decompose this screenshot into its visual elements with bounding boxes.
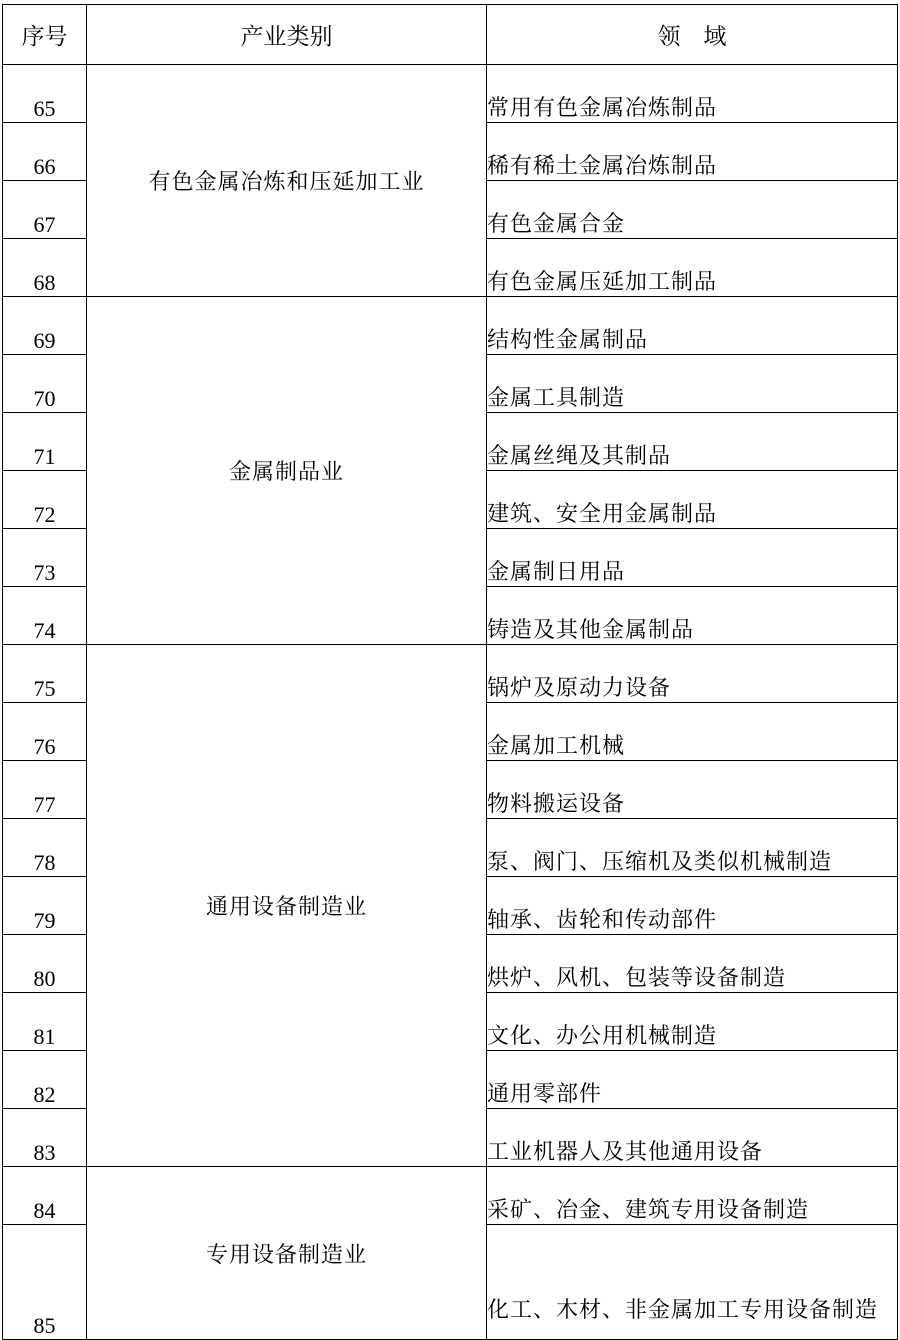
serial-number-cell: 77 <box>3 761 87 819</box>
domain-cell: 金属制日用品 <box>487 529 898 587</box>
serial-number-cell: 73 <box>3 529 87 587</box>
serial-number-cell: 80 <box>3 935 87 993</box>
serial-number-cell: 83 <box>3 1109 87 1167</box>
serial-number-cell: 68 <box>3 239 87 297</box>
header-serial-number: 序号 <box>3 5 87 65</box>
domain-cell: 有色金属合金 <box>487 181 898 239</box>
header-industry-category: 产业类别 <box>87 5 487 65</box>
table-row <box>3 297 898 355</box>
serial-number-cell: 74 <box>3 587 87 645</box>
serial-number-cell: 71 <box>3 413 87 471</box>
table-row <box>3 65 898 123</box>
serial-number-cell: 81 <box>3 993 87 1051</box>
serial-number-cell: 84 <box>3 1167 87 1225</box>
domain-cell: 常用有色金属冶炼制品 <box>487 65 898 123</box>
serial-number-cell: 75 <box>3 645 87 703</box>
domain-cell: 金属丝绳及其制品 <box>487 413 898 471</box>
domain-cell: 金属加工机械 <box>487 703 898 761</box>
domain-cell: 铸造及其他金属制品 <box>487 587 898 645</box>
domain-cell: 泵、阀门、压缩机及类似机械制造 <box>487 819 898 877</box>
serial-number-cell: 72 <box>3 471 87 529</box>
table-body <box>3 65 898 1340</box>
industry-category-cell: 专用设备制造业 <box>87 1167 487 1340</box>
serial-number-cell: 76 <box>3 703 87 761</box>
domain-cell: 通用零部件 <box>487 1051 898 1109</box>
serial-number-cell: 85 <box>3 1225 87 1340</box>
domain-cell: 稀有稀土金属冶炼制品 <box>487 123 898 181</box>
serial-number-cell: 66 <box>3 123 87 181</box>
domain-cell: 金属工具制造 <box>487 355 898 413</box>
domain-cell: 有色金属压延加工制品 <box>487 239 898 297</box>
header-domain <box>487 5 898 65</box>
serial-number-cell: 79 <box>3 877 87 935</box>
domain-cell: 烘炉、风机、包装等设备制造 <box>487 935 898 993</box>
industry-domain-table <box>2 4 898 1340</box>
serial-number-cell: 78 <box>3 819 87 877</box>
domain-cell: 化工、木材、非金属加工专用设备制造 <box>487 1225 898 1340</box>
domain-cell: 轴承、齿轮和传动部件 <box>487 877 898 935</box>
serial-number-cell: 67 <box>3 181 87 239</box>
serial-number-cell: 70 <box>3 355 87 413</box>
serial-number-cell: 65 <box>3 65 87 123</box>
domain-cell: 物料搬运设备 <box>487 761 898 819</box>
industry-category-cell: 通用设备制造业 <box>87 645 487 1167</box>
serial-number-cell: 69 <box>3 297 87 355</box>
industry-category-cell: 有色金属冶炼和压延加工业 <box>87 65 487 297</box>
table-row <box>3 645 898 703</box>
table-row <box>3 1167 898 1225</box>
industry-category-cell: 金属制品业 <box>87 297 487 645</box>
serial-number-cell: 82 <box>3 1051 87 1109</box>
domain-cell: 锅炉及原动力设备 <box>487 645 898 703</box>
header-domain-label: 领 域 <box>657 24 727 50</box>
domain-cell: 工业机器人及其他通用设备 <box>487 1109 898 1167</box>
domain-cell: 文化、办公用机械制造 <box>487 993 898 1051</box>
table-header-row <box>3 5 898 65</box>
domain-cell: 建筑、安全用金属制品 <box>487 471 898 529</box>
domain-cell: 结构性金属制品 <box>487 297 898 355</box>
domain-cell: 采矿、冶金、建筑专用设备制造 <box>487 1167 898 1225</box>
